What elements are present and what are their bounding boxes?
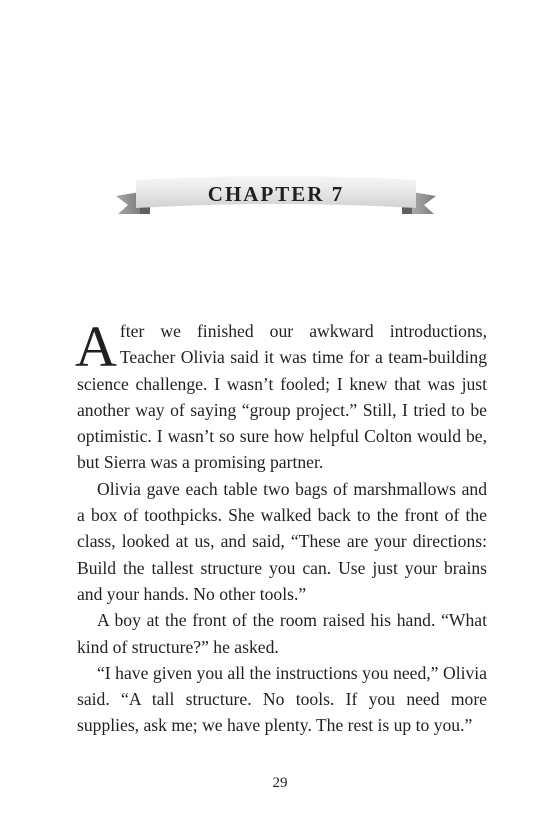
paragraph: Olivia gave each table two bags of marshmallows and a box of toothpicks. She walked back to the front of the class, looked at us, and said, “These are your directions: Build the tallest structure you can. Use just your brains and your hands. No other tools.” — [77, 478, 487, 604]
chapter-banner — [112, 170, 440, 220]
paragraph: A boy at the front of the room raised his hand. “What kind of structure?” he asked. — [77, 610, 487, 657]
chapter-title: CHAPTER 7 — [207, 182, 345, 206]
paragraph — [75, 314, 487, 476]
page-number: 29 — [272, 775, 288, 791]
paragraph-text: fter we finished our awkward introductions, Teacher Olivia said it was time for a team-building science challenge. I wasn’t fooled; I knew that was just another way of saying “group project.” Still, I tried to be optimistic. I wasn’t so sure how helpful Colton would be, but Sierra was a promising partner. — [77, 321, 487, 473]
chapter-body — [75, 314, 487, 739]
drop-cap: A — [75, 314, 117, 379]
paragraph: “I have given you all the instructions you need,” Olivia said. “A tall structure. No tools. If you need more supplies, ask me; we have plenty. The rest is up to you.” — [77, 662, 487, 736]
